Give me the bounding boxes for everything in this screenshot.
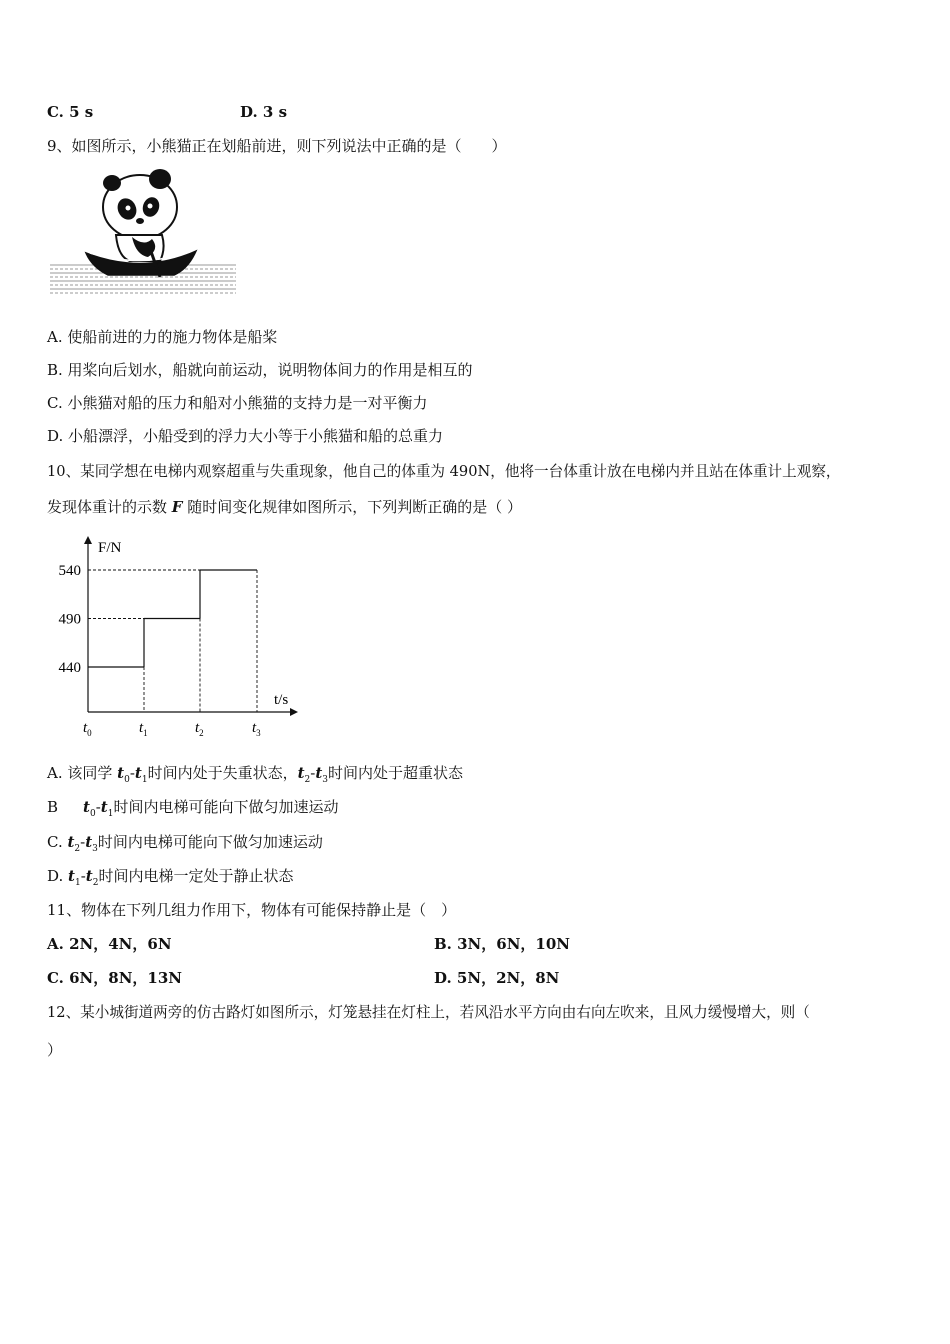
x-tick-label: $t_3$	[252, 720, 261, 738]
x-tick-label: $t_2$	[195, 720, 204, 738]
q9-option-d: D. 小船漂浮，小船受到的浮力大小等于小熊猫和船的总重力	[47, 427, 444, 445]
q8-option-d: D. 3 s	[240, 103, 288, 121]
x-axis-label: t/s	[274, 692, 289, 708]
q9-stem: 9、如图所示，小熊猫正在划船前进，则下列说法中正确的是（ ）	[47, 137, 507, 155]
q10-stem-line2: 发现体重计的示数 F 随时间变化规律如图所示，下列判断正确的是（ ）	[47, 498, 522, 516]
q10-option-c: C. $t_2-t_3$时间内电梯可能向下做匀加速运动	[47, 833, 323, 854]
q10-stem-line1: 10、某同学想在电梯内观察超重与失重现象，他自己的体重为 490N，他将一台体重计放在电梯内并且站在体重计上观察，	[47, 463, 841, 480]
q10-option-d: D. $t_1-t_2$时间内电梯一定处于静止状态	[47, 867, 294, 888]
q9-option-c: C. 小熊猫对船的压力和船对小熊猫的支持力是一对平衡力	[47, 394, 428, 412]
q11-option-a: A. 2N，4N，6N	[47, 935, 172, 953]
y-tick-label: 440	[58, 660, 81, 676]
y-tick-label: 540	[58, 563, 81, 579]
q9-option-a: A. 使船前进的力的施力物体是船桨	[47, 328, 278, 346]
q11-stem: 11、物体在下列几组力作用下，物体有可能保持静止是（ ）	[47, 901, 457, 919]
q8-option-c: C. 5 s	[47, 103, 94, 121]
x-axis-arrow	[290, 708, 298, 716]
q11-option-b: B. 3N，6N，10N	[434, 935, 571, 953]
x-tick-label: $t_1$	[139, 720, 148, 738]
q10-option-a: A. 该同学 $t_0-t_1$时间内处于失重状态，$t_2-t_3$时间内处于超重状态	[47, 764, 464, 785]
y-axis-label: F/N	[98, 540, 122, 556]
q11-option-d: D. 5N，2N，8N	[434, 969, 560, 987]
panda-rowing-figure	[48, 165, 240, 300]
q12-stem-line2: ）	[47, 1041, 63, 1059]
y-axis-arrow	[84, 536, 92, 544]
q9-option-b: B. 用桨向后划水，船就向前运动，说明物体间力的作用是相互的	[47, 361, 473, 379]
q11-option-c: C. 6N，8N，13N	[47, 969, 183, 987]
q10-option-b: B $t_0-t_1$时间内电梯可能向下做匀加速运动	[47, 798, 339, 819]
q12-stem-line1: 12、某小城街道两旁的仿古路灯如图所示，灯笼悬挂在灯柱上，若风沿水平方向由右向左吹来，且风力缓慢增大，则（	[47, 1004, 810, 1021]
y-tick-label: 490	[58, 611, 81, 628]
x-tick-label: $t_0$	[83, 720, 92, 738]
force-time-chart	[40, 528, 310, 743]
